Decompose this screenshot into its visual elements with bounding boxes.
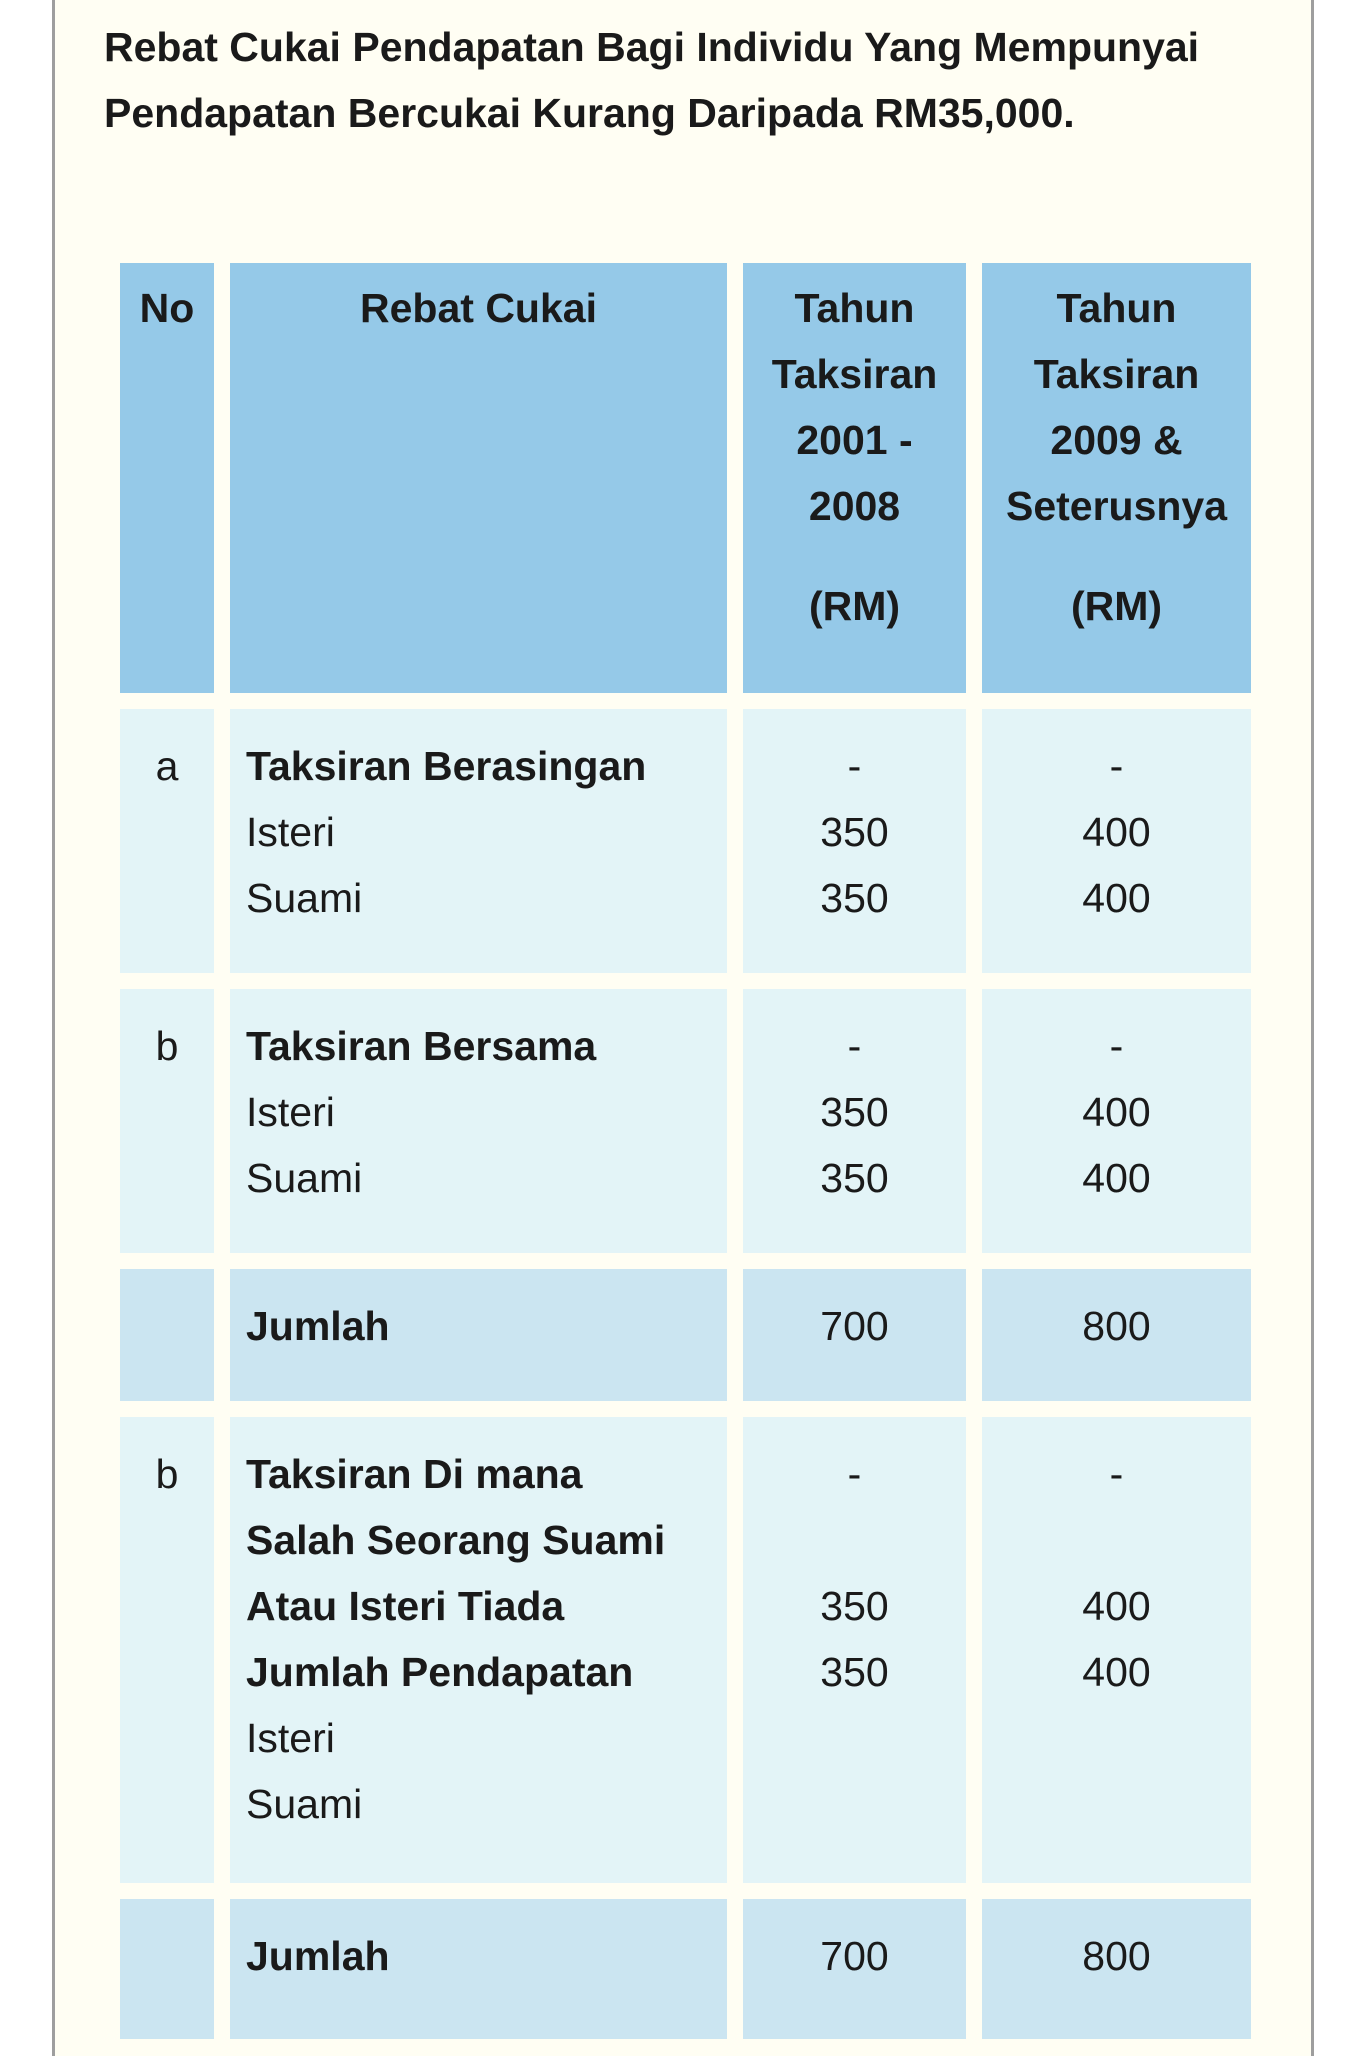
row-year1-values <box>743 989 966 1253</box>
total-row <box>120 1899 1251 2039</box>
row-sub-item: Isteri <box>246 1715 335 1761</box>
row-sub-item: Suami <box>246 1155 363 1201</box>
total-label: Jumlah <box>246 1933 390 1979</box>
row-value: - <box>847 743 862 789</box>
row-no: a <box>120 709 214 973</box>
row-value: 350 <box>820 1649 889 1695</box>
header-year2-line: 2009 & <box>1050 417 1183 463</box>
total-year2: 800 <box>982 1269 1251 1401</box>
row-year2-values <box>982 989 1251 1253</box>
header-year2-line: Tahun <box>1056 285 1177 331</box>
row-value: - <box>847 1451 862 1497</box>
row-title: Atau Isteri Tiada <box>246 1583 565 1629</box>
row-value: 350 <box>820 875 889 921</box>
row-value: - <box>1109 743 1124 789</box>
header-year-2009-onwards <box>982 263 1251 693</box>
row-description <box>230 989 727 1253</box>
row-year2-values <box>982 709 1251 973</box>
row-value: 350 <box>820 1583 889 1629</box>
row-value: 400 <box>1082 1089 1151 1135</box>
total-label-cell <box>230 1269 727 1401</box>
header-rebat-cukai: Rebat Cukai <box>230 263 727 693</box>
row-value: - <box>1109 1023 1124 1069</box>
row-value: 400 <box>1082 875 1151 921</box>
row-value <box>743 1507 966 1573</box>
row-sub-item: Isteri <box>246 1089 335 1135</box>
row-value: - <box>1109 1451 1124 1497</box>
total-no-cell <box>120 1899 214 2039</box>
total-label: Jumlah <box>246 1303 390 1349</box>
row-sub-item: Isteri <box>246 809 335 855</box>
total-year1: 700 <box>743 1899 966 2039</box>
row-title: Taksiran Di mana <box>246 1451 583 1497</box>
row-value: 400 <box>1082 1155 1151 1201</box>
row-title: Salah Seorang Suami <box>246 1517 666 1563</box>
header-year1-line: 2008 <box>808 483 901 529</box>
row-value: 350 <box>820 1089 889 1135</box>
total-label-cell <box>230 1899 727 2039</box>
total-year2: 800 <box>982 1899 1251 2039</box>
row-description <box>230 709 727 973</box>
row-value: - <box>847 1023 862 1069</box>
row-year2-values <box>982 1417 1251 1883</box>
table-row <box>120 989 1251 1253</box>
row-value: 400 <box>1082 809 1151 855</box>
row-title: Taksiran Bersama <box>246 1023 597 1069</box>
header-year1-line: 2001 - <box>796 417 913 463</box>
total-year1: 700 <box>743 1269 966 1401</box>
header-year1-unit: (RM) <box>808 583 901 629</box>
total-row <box>120 1269 1251 1401</box>
header-year2-line: Seterusnya <box>1005 483 1228 529</box>
row-value: 400 <box>1082 1649 1151 1695</box>
header-no: No <box>120 263 214 693</box>
header-year2-unit: (RM) <box>1070 583 1163 629</box>
table-row <box>120 1417 1251 1883</box>
tax-rebate-table <box>104 247 1267 2055</box>
header-year2-line: Taksiran <box>1033 351 1200 397</box>
header-year1-line: Taksiran <box>771 351 938 397</box>
header-year-2001-2008 <box>743 263 966 693</box>
row-sub-item: Suami <box>246 1781 363 1827</box>
row-no: b <box>120 1417 214 1883</box>
row-year1-values <box>743 709 966 973</box>
total-no-cell <box>120 1269 214 1401</box>
header-year1-line: Tahun <box>794 285 915 331</box>
row-sub-item: Suami <box>246 875 363 921</box>
row-title: Jumlah Pendapatan <box>246 1649 634 1695</box>
row-title: Taksiran Berasingan <box>246 743 647 789</box>
row-value: 350 <box>820 809 889 855</box>
row-value: 350 <box>820 1155 889 1201</box>
row-description <box>230 1417 727 1883</box>
row-year1-values <box>743 1417 966 1883</box>
row-no: b <box>120 989 214 1253</box>
table-row <box>120 709 1251 973</box>
page-heading: Rebat Cukai Pendapatan Bagi Individu Yang Mempunyai Pendapatan Bercukai Kurang Daripada RM35,000. <box>104 24 1200 136</box>
table-header-row <box>120 263 1251 693</box>
row-value <box>982 1507 1251 1573</box>
row-value: 400 <box>1082 1583 1151 1629</box>
